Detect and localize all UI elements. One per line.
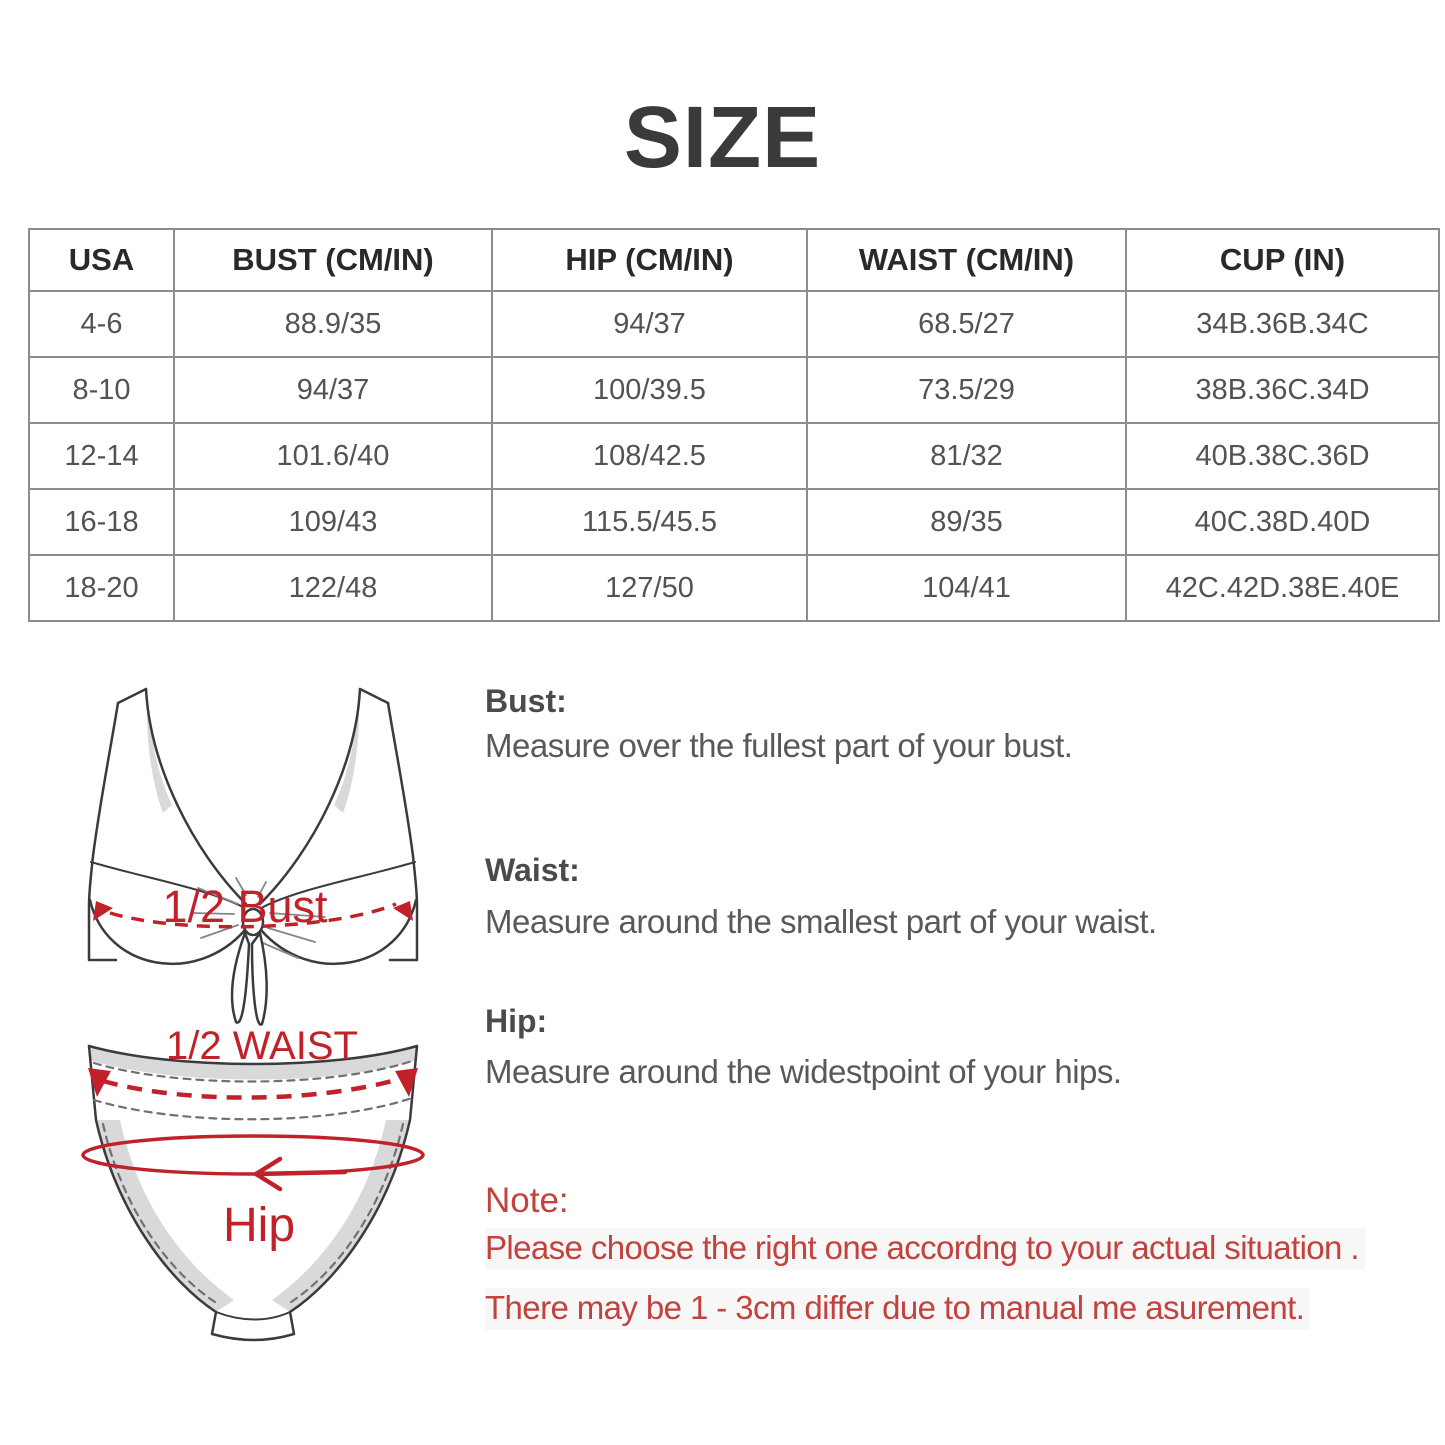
table-cell: 18-20 (29, 555, 174, 621)
table-cell: 73.5/29 (807, 357, 1126, 423)
table-cell: 34B.36B.34C (1126, 291, 1439, 357)
hip-heading: Hip: (485, 1003, 548, 1039)
table-header-row (29, 229, 1439, 291)
table-cell: 8-10 (29, 357, 174, 423)
table-cell: 101.6/40 (174, 423, 492, 489)
waist-instruction: Measure around the smallest part of your waist. (485, 903, 1157, 940)
note-line-1: Please choose the right one accordng to your actual situation . (485, 1228, 1365, 1270)
page-title: SIZE (623, 89, 822, 186)
table-row (29, 291, 1439, 357)
bust-heading: Bust: (485, 683, 567, 719)
bikini-top-drawing (89, 689, 417, 1025)
column-header-usa: USA (29, 229, 174, 291)
table-cell: 68.5/27 (807, 291, 1126, 357)
half-bust-label: 1/2 Bust (162, 881, 328, 932)
table-cell: 94/37 (492, 291, 807, 357)
table-cell: 122/48 (174, 555, 492, 621)
waist-heading: Waist: (485, 852, 580, 888)
table-cell: 88.9/35 (174, 291, 492, 357)
table-cell: 16-18 (29, 489, 174, 555)
table-cell: 4-6 (29, 291, 174, 357)
hip-instruction: Measure around the widestpoint of your hips. (485, 1053, 1122, 1090)
column-header-bust: BUST (CM/IN) (174, 229, 492, 291)
table-cell: 42C.42D.38E.40E (1126, 555, 1439, 621)
table-cell: 89/35 (807, 489, 1126, 555)
hip-ellipse (83, 1136, 423, 1174)
table-cell: 127/50 (492, 555, 807, 621)
hip-arrow (256, 1159, 345, 1189)
table-row (29, 555, 1439, 621)
half-waist-label: 1/2 WAIST (166, 1024, 358, 1068)
table-cell: 108/42.5 (492, 423, 807, 489)
size-table (28, 228, 1440, 622)
table-row (29, 489, 1439, 555)
bust-instruction: Measure over the fullest part of your bust. (485, 727, 1073, 764)
measurement-diagram (55, 650, 485, 1400)
table-cell: 38B.36C.34D (1126, 357, 1439, 423)
table-cell: 40B.38C.36D (1126, 423, 1439, 489)
table-cell: 94/37 (174, 357, 492, 423)
table-cell: 115.5/45.5 (492, 489, 807, 555)
note-line-2: There may be 1 - 3cm differ due to manual me asurement. (485, 1288, 1310, 1330)
table-cell: 40C.38D.40D (1126, 489, 1439, 555)
table-cell: 12-14 (29, 423, 174, 489)
table-cell: 100/39.5 (492, 357, 807, 423)
table-row (29, 357, 1439, 423)
column-header-waist: WAIST (CM/IN) (807, 229, 1126, 291)
column-header-cup: CUP (IN) (1126, 229, 1439, 291)
table-cell: 109/43 (174, 489, 492, 555)
hip-label: Hip (222, 1199, 296, 1252)
note-heading: Note: (485, 1181, 569, 1220)
bust-measure-arrow (93, 881, 413, 932)
table-cell: 104/41 (807, 555, 1126, 621)
table-cell: 81/32 (807, 423, 1126, 489)
column-header-hip: HIP (CM/IN) (492, 229, 807, 291)
table-row (29, 423, 1439, 489)
